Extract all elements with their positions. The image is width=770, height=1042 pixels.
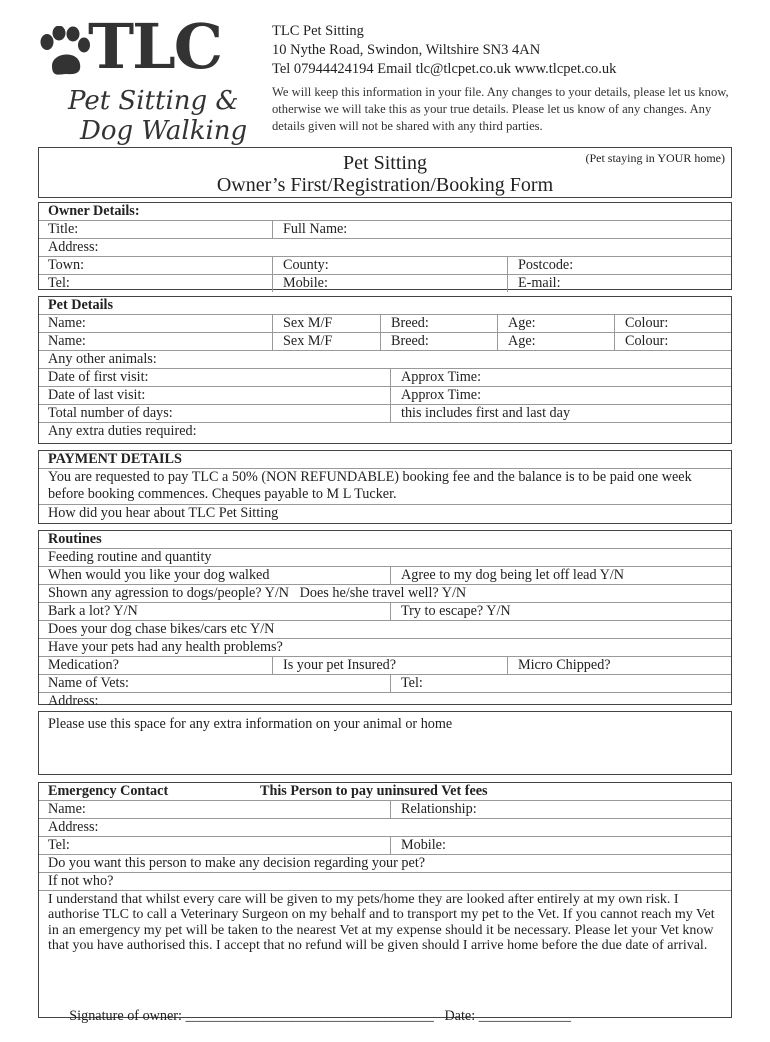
pet-sex-field[interactable]: Sex M/F xyxy=(272,333,380,350)
company-name: TLC Pet Sitting xyxy=(272,23,364,39)
off-lead-field[interactable]: Agree to my dog being let off lead Y/N xyxy=(390,567,624,584)
full-name-field[interactable]: Full Name: xyxy=(272,221,347,238)
pet-breed-field[interactable]: Breed: xyxy=(380,333,497,350)
email-field[interactable]: E-mail: xyxy=(507,275,561,292)
payment-text: You are requested to pay TLC a 50% (NON REFUNDABLE) booking fee and the balance is to be paid one week before booking commences. Cheques payable to M L Tucker. xyxy=(39,469,731,505)
emergency-name-field[interactable]: Name: xyxy=(48,801,86,817)
pet-colour-field[interactable]: Colour: xyxy=(614,333,668,350)
owner-heading: Owner Details: xyxy=(48,203,140,219)
other-animals-field[interactable]: Any other animals: xyxy=(48,351,157,367)
title-field[interactable]: Title: xyxy=(48,221,79,237)
pet-heading: Pet Details xyxy=(48,297,114,313)
paw-print-icon xyxy=(38,26,90,82)
bark-field[interactable]: Bark a lot? Y/N xyxy=(48,603,138,619)
pet-name-field[interactable]: Name: xyxy=(48,333,86,349)
routines-section xyxy=(38,530,732,709)
last-approx-time-field[interactable]: Approx Time: xyxy=(390,387,481,404)
pet-details-section xyxy=(38,296,732,444)
vets-address-field[interactable]: Address: xyxy=(48,693,99,709)
company-contact: Tel 07944424194 Email tlc@tlcpet.co.uk www.tlcpet.co.uk xyxy=(272,61,617,77)
mobile-field[interactable]: Mobile: xyxy=(272,275,507,292)
pet-name-field[interactable]: Name: xyxy=(48,315,86,331)
escape-field[interactable]: Try to escape? Y/N xyxy=(390,603,511,620)
extra-info-section[interactable] xyxy=(38,711,732,775)
medication-field[interactable]: Medication? xyxy=(48,657,119,673)
hear-about-field[interactable]: How did you hear about TLC Pet Sitting xyxy=(48,505,279,521)
chase-field[interactable]: Does your dog chase bikes/cars etc Y/N xyxy=(48,621,275,637)
pet-age-field[interactable]: Age: xyxy=(497,315,614,332)
owner-details-section xyxy=(38,202,732,290)
feeding-field[interactable]: Feeding routine and quantity xyxy=(48,549,212,565)
pet-sex-field[interactable]: Sex M/F xyxy=(272,315,380,332)
form-title-box xyxy=(38,147,732,198)
date-field[interactable]: Date: _____________ xyxy=(444,1008,571,1024)
logo xyxy=(38,10,268,146)
emergency-heading: Emergency Contact xyxy=(48,783,169,799)
form-page xyxy=(38,10,734,1024)
if-not-who-field[interactable]: If not who? xyxy=(48,873,114,889)
relationship-field[interactable]: Relationship: xyxy=(390,801,477,818)
brand-tagline-1: Pet Sitting & xyxy=(68,86,239,116)
pet-age-field[interactable]: Age: xyxy=(497,333,614,350)
last-visit-field[interactable]: Date of last visit: xyxy=(48,387,146,403)
address-field[interactable]: Address: xyxy=(48,239,99,255)
extra-info-label: Please use this space for any extra information on your animal or home xyxy=(48,716,453,732)
microchipped-field[interactable]: Micro Chipped? xyxy=(507,657,611,674)
vets-name-field[interactable]: Name of Vets: xyxy=(48,675,129,691)
signature-line[interactable] xyxy=(48,991,571,1042)
postcode-field[interactable]: Postcode: xyxy=(507,257,573,274)
brand-name: TLC xyxy=(88,10,222,83)
extra-duties-field[interactable]: Any extra duties required: xyxy=(48,423,197,439)
company-details xyxy=(272,22,616,79)
decision-field[interactable]: Do you want this person to make any decision regarding your pet? xyxy=(48,855,426,871)
includes-note: this includes first and last day xyxy=(390,405,570,422)
insured-field[interactable]: Is your pet Insured? xyxy=(272,657,507,674)
pet-breed-field[interactable]: Breed: xyxy=(380,315,497,332)
signature-field[interactable]: Signature of owner: ___________________________________ xyxy=(69,1008,434,1024)
header xyxy=(38,12,734,147)
walk-time-field[interactable]: When would you like your dog walked xyxy=(48,567,270,583)
total-days-field[interactable]: Total number of days: xyxy=(48,405,173,421)
first-visit-field[interactable]: Date of first visit: xyxy=(48,369,149,385)
form-title: Pet Sitting xyxy=(343,152,427,174)
privacy-note: We will keep this information in your file. Any changes to your details, please let us know, otherwise we will take this as your true details. Please let us know of any changes. Any details given will not be shared with any third parties. xyxy=(272,85,729,133)
emergency-tel-field[interactable]: Tel: xyxy=(48,837,70,853)
tel-field[interactable]: Tel: xyxy=(48,275,70,291)
emergency-section xyxy=(38,782,732,1024)
county-field[interactable]: County: xyxy=(272,257,507,274)
town-field[interactable]: Town: xyxy=(48,257,85,273)
brand-tagline-2: Dog Walking xyxy=(80,116,248,146)
declaration-text: I understand that whilst every care will be given to my pets/home they are looked after entirely at my own risk. I authorise TLC to call a Veterinary Surgeon on my behalf and to transport my pet to the Vet. If you cannot reach my Vet in an emergency my pet will be taken to the nearest Vet at my expense should it be necessary. Please let your Vet know that you have authorised this. I accept that no refund will be given should I arrive home before the due date of arrival. xyxy=(48,892,715,954)
payment-section xyxy=(38,450,732,524)
payment-heading: PAYMENT DETAILS xyxy=(48,451,182,467)
form-subtitle: Owner’s First/Registration/Booking Form xyxy=(216,174,554,196)
vets-tel-field[interactable]: Tel: xyxy=(390,675,423,692)
first-approx-time-field[interactable]: Approx Time: xyxy=(390,369,481,386)
health-field[interactable]: Have your pets had any health problems? xyxy=(48,639,283,655)
company-address: 10 Nythe Road, Swindon, Wiltshire SN3 4AN xyxy=(272,42,541,58)
routines-heading: Routines xyxy=(48,531,102,547)
emergency-address-field[interactable]: Address: xyxy=(48,819,99,835)
title-note: (Pet staying in YOUR home) xyxy=(585,151,725,165)
emergency-mobile-field[interactable]: Mobile: xyxy=(390,837,446,854)
aggression-travel-field[interactable]: Shown any agression to dogs/people? Y/N Does he/she travel well? Y/N xyxy=(48,585,467,601)
pay-vet-fees-note: This Person to pay uninsured Vet fees xyxy=(260,783,488,799)
pet-colour-field[interactable]: Colour: xyxy=(614,315,668,332)
